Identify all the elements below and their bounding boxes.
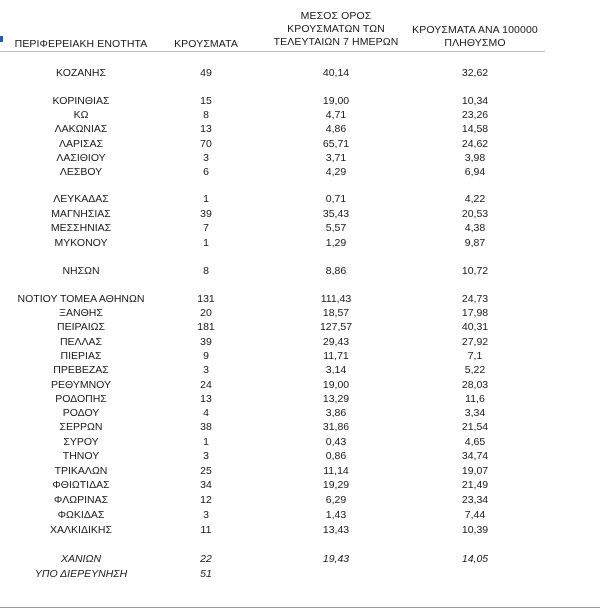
avg-cell: 11,14 [323,465,349,477]
region-cell: ΜΑΓΝΗΣΙΑΣ [51,208,111,220]
region-cell: ΡΟΔΟΥ [62,407,100,419]
avg-cell: 3,71 [325,152,347,164]
table-row [0,392,600,406]
cases-cell: 20 [200,307,212,319]
header-divider [0,51,545,52]
region-cell: ΛΕΣΒΟΥ [59,166,103,178]
table-row [0,108,600,122]
cases-cell: 1 [203,193,209,205]
per100k-cell: 10,39 [461,524,489,536]
region-cell: ΞΑΝΘΗΣ [59,307,103,319]
cases-cell: 15 [200,95,212,107]
avg-cell: 13,43 [322,524,350,536]
per100k-cell: 7,44 [464,509,486,521]
avg-cell: 111,43 [320,293,352,305]
table-row [0,94,600,108]
per100k-cell: 14,05 [461,553,489,565]
region-cell: ΝΗΣΩΝ [62,265,100,277]
per100k-cell: 21,54 [461,421,489,433]
per100k-cell: 9,87 [464,237,486,249]
per100k-cell: 34,74 [461,450,489,462]
cases-cell: 25 [200,465,212,477]
table-row [0,221,600,235]
region-cell: ΧΑΛΚΙΔΙΚΗΣ [50,524,112,536]
per100k-cell: 10,72 [461,265,489,277]
table-row [0,264,600,278]
cases-cell: 1 [203,237,209,249]
avg-cell: 11,71 [323,350,349,362]
table-row [0,363,600,377]
region-cell: ΦΩΚΙΔΑΣ [57,509,105,521]
per100k-cell: 7,1 [467,350,483,362]
cases-cell: 3 [203,152,209,164]
table-row [0,207,600,221]
avg-cell: 35,43 [322,208,350,220]
cases-cell: 13 [200,123,212,135]
table-row [0,292,600,306]
region-cell: ΦΘΙΩΤΙΔΑΣ [52,479,110,491]
per100k-cell: 24,62 [461,138,489,150]
region-cell: ΜΕΣΣΗΝΙΑΣ [50,222,112,234]
cases-cell: 3 [203,364,209,376]
cases-cell: 1 [203,436,209,448]
per100k-cell: 23,34 [461,494,489,506]
table-row [0,151,600,165]
region-cell: ΚΟΡΙΝΘΙΑΣ [52,95,110,107]
avg-cell: 4,86 [325,123,347,135]
table-row [0,306,600,320]
per100k-cell: 23,26 [461,109,489,121]
avg-cell: 1,43 [325,509,347,521]
region-cell: ΦΛΩΡΙΝΑΣ [53,494,109,506]
cases-cell: 3 [203,509,209,521]
table-row [0,523,600,537]
region-cell: ΝΟΤΙΟΥ ΤΟΜΕΑ ΑΘΗΝΩΝ [17,293,145,305]
table-row [0,478,600,492]
per100k-cell: 24,73 [461,293,489,305]
region-cell: ΛΑΣΙΘΙΟΥ [56,152,106,164]
per100k-cell: 5,22 [464,364,486,376]
cases-cell: 11 [200,524,212,536]
avg-cell: 29,43 [322,336,350,348]
cases-cell: 51 [200,568,212,580]
avg-cell: 6,29 [325,494,347,506]
table-row [0,137,600,151]
cases-cell: 4 [203,407,209,419]
per100k-cell: 19,07 [461,465,489,477]
region-cell: ΛΕΥΚΑΔΑΣ [53,193,109,205]
region-cell: ΛΑΡΙΣΑΣ [59,138,103,150]
per100k-cell: 4,65 [464,436,486,448]
cases-cell: 39 [200,336,212,348]
cases-cell: 8 [203,109,209,121]
header-cases: ΚΡΟΥΣΜΑΤΑ [174,38,238,50]
cases-cell: 131 [197,293,215,305]
cases-cell: 181 [197,321,215,333]
table-row [0,435,600,449]
region-cell: ΠΡΕΒΕΖΑΣ [53,364,109,376]
per100k-cell: 4,38 [464,222,486,234]
table-row [0,349,600,363]
per100k-cell: 17,98 [461,307,489,319]
region-cell: ΤΗΝΟΥ [62,450,100,462]
avg-cell: 19,00 [322,379,350,391]
region-cell: ΚΟΖΑΝΗΣ [56,67,106,79]
table-header [0,0,600,52]
per100k-cell: 27,92 [461,336,489,348]
table-row [0,165,600,179]
table-row [0,66,600,80]
region-cell: ΡΕΘΥΜΝΟΥ [50,379,111,391]
cases-cell: 13 [200,393,212,405]
region-cell: ΚΩ [73,109,89,121]
bottom-divider [0,607,600,608]
avg-cell: 4,71 [325,109,347,121]
table-row [0,192,600,206]
avg-cell: 5,57 [325,222,347,234]
cases-cell: 39 [200,208,212,220]
avg-cell: 0,43 [325,436,347,448]
avg-cell: 19,29 [322,479,350,491]
cases-cell: 3 [203,450,209,462]
avg-cell: 13,29 [322,393,350,405]
cases-cell: 7 [203,222,209,234]
cases-cell: 49 [200,67,212,79]
region-cell: ΛΑΚΩΝΙΑΣ [54,123,108,135]
cases-cell: 34 [200,479,212,491]
table-row [0,335,600,349]
per100k-cell: 32,62 [461,67,489,79]
avg-cell: 1,29 [325,237,347,249]
region-cell: ΣΕΡΡΩΝ [59,421,103,433]
avg-cell: 0,71 [325,193,347,205]
region-cell: ΡΟΔΟΠΗΣ [55,393,107,405]
cases-cell: 8 [203,265,209,277]
avg-cell: 31,86 [322,421,350,433]
avg-cell: 65,71 [322,138,350,150]
header-cases-per-100k: ΚΡΟΥΣΜΑΤΑ ΑΝΑ 100000 ΠΛΗΘΥΣΜΟ [412,24,538,49]
per100k-cell: 3,34 [464,407,486,419]
region-cell: ΣΥΡΟΥ [63,436,99,448]
per100k-cell: 3,98 [464,152,486,164]
per100k-cell: 20,53 [461,208,489,220]
table-row [0,508,600,522]
table-row [0,552,600,566]
avg-cell: 19,00 [322,95,350,107]
avg-cell: 3,86 [325,407,347,419]
header-region: ΠΕΡΙΦΕΡΕΙΑΚΗ ΕΝΟΤΗΤΑ [14,38,148,50]
region-cell: ΠΕΙΡΑΙΩΣ [57,321,105,333]
per100k-cell: 14,58 [461,123,489,135]
avg-cell: 40,14 [322,67,350,79]
per100k-cell: 4,22 [464,193,486,205]
avg-cell: 4,29 [325,166,347,178]
cases-cell: 12 [200,494,212,506]
region-cell: ΠΙΕΡΙΑΣ [60,350,102,362]
cases-cell: 6 [203,166,209,178]
cases-cell: 70 [200,138,212,150]
per100k-cell: 21,49 [461,479,489,491]
per100k-cell: 40,31 [461,321,489,333]
table-row [0,493,600,507]
avg-cell: 3,14 [325,364,347,376]
region-cell: ΥΠΟ ΔΙΕΡΕΥΝΗΣΗ [34,568,128,580]
table-row [0,464,600,478]
avg-cell: 19,43 [322,553,350,565]
region-cell: ΧΑΝΙΩΝ [60,553,102,565]
table-row [0,420,600,434]
cases-cell: 24 [200,379,212,391]
table-row [0,406,600,420]
table-row [0,378,600,392]
per100k-cell: 28,03 [461,379,489,391]
table-row [0,236,600,250]
header-avg-7-days: ΜΕΣΟΣ ΟΡΟΣ ΚΡΟΥΣΜΑΤΩΝ ΤΩΝ ΤΕΛΕΥΤΑΙΩΝ 7 ΗΜΕΡΩΝ [273,10,399,48]
avg-cell: 127,57 [319,321,353,333]
per100k-cell: 10,34 [461,95,489,107]
table-row [0,320,600,334]
per100k-cell: 11,6 [465,393,485,405]
avg-cell: 0,86 [325,450,347,462]
avg-cell: 18,57 [322,307,350,319]
table-row [0,449,600,463]
region-cell: ΜΥΚΟΝΟΥ [54,237,108,249]
avg-cell: 8,86 [325,265,347,277]
cases-cell: 9 [203,350,209,362]
table-row [0,567,600,581]
table-row [0,122,600,136]
region-cell: ΠΕΛΛΑΣ [59,336,103,348]
cases-cell: 38 [200,421,212,433]
region-cell: ΤΡΙΚΑΛΩΝ [54,465,108,477]
cases-cell: 22 [200,553,212,565]
per100k-cell: 6,94 [464,166,486,178]
